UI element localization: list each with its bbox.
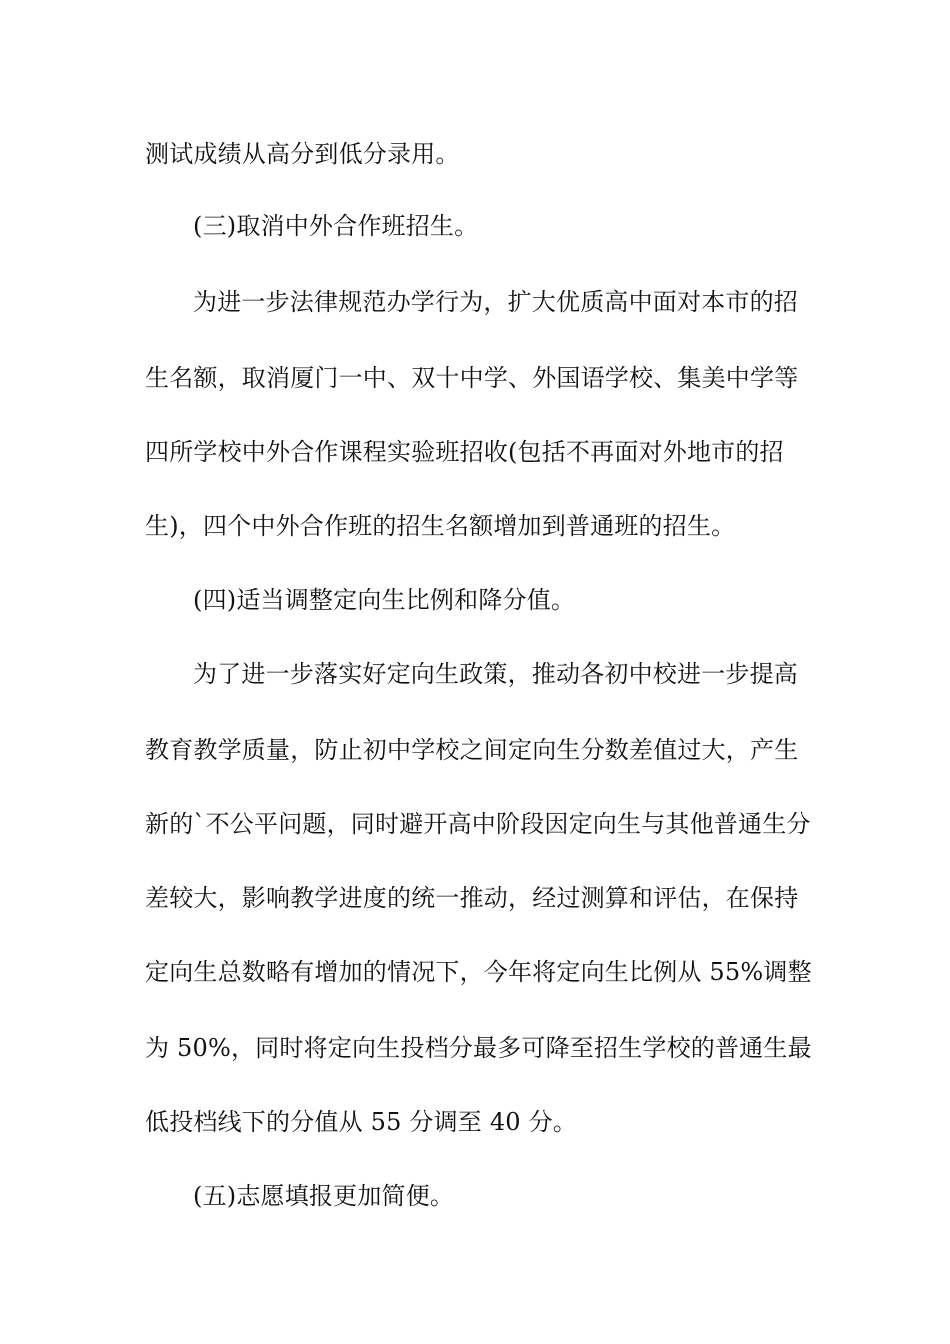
- paragraph-line: 四所学校中外合作课程实验班招收(包括不再面对外地市的招: [145, 438, 784, 466]
- paragraph-line: 生名额，取消厦门一中、双十中学、外国语学校、集美中学等: [145, 364, 799, 392]
- paragraph-line: 差较大，影响教学进度的统一推动，经过测算和评估，在保持: [145, 884, 799, 912]
- section-heading: (四)适当调整定向生比例和降分值。: [193, 586, 576, 614]
- paragraph-line: 为 50%，同时将定向生投档分最多可降至招生学校的普通生最: [145, 1034, 812, 1062]
- paragraph-line: 为了进一步落实好定向生政策，推动各初中校进一步提高: [193, 660, 798, 688]
- paragraph-line: 低投档线下的分值从 55 分调至 40 分。: [145, 1108, 577, 1136]
- paragraph-line: 生)，四个中外合作班的招生名额增加到普通班的招生。: [145, 512, 736, 540]
- paragraph-line: 教育教学质量，防止初中学校之间定向生分数差值过大，产生: [145, 736, 799, 764]
- paragraph-line: 新的`不公平问题，同时避开高中阶段因定向生与其他普通生分: [145, 810, 811, 838]
- paragraph-line: 测试成绩从高分到低分录用。: [145, 140, 460, 168]
- paragraph-line: 为进一步法律规范办学行为，扩大优质高中面对本市的招: [193, 288, 798, 316]
- section-heading: (五)志愿填报更加简便。: [193, 1182, 455, 1210]
- paragraph-line: 定向生总数略有增加的情况下，今年将定向生比例从 55%调整: [145, 958, 812, 986]
- section-heading: (三)取消中外合作班招生。: [193, 212, 479, 240]
